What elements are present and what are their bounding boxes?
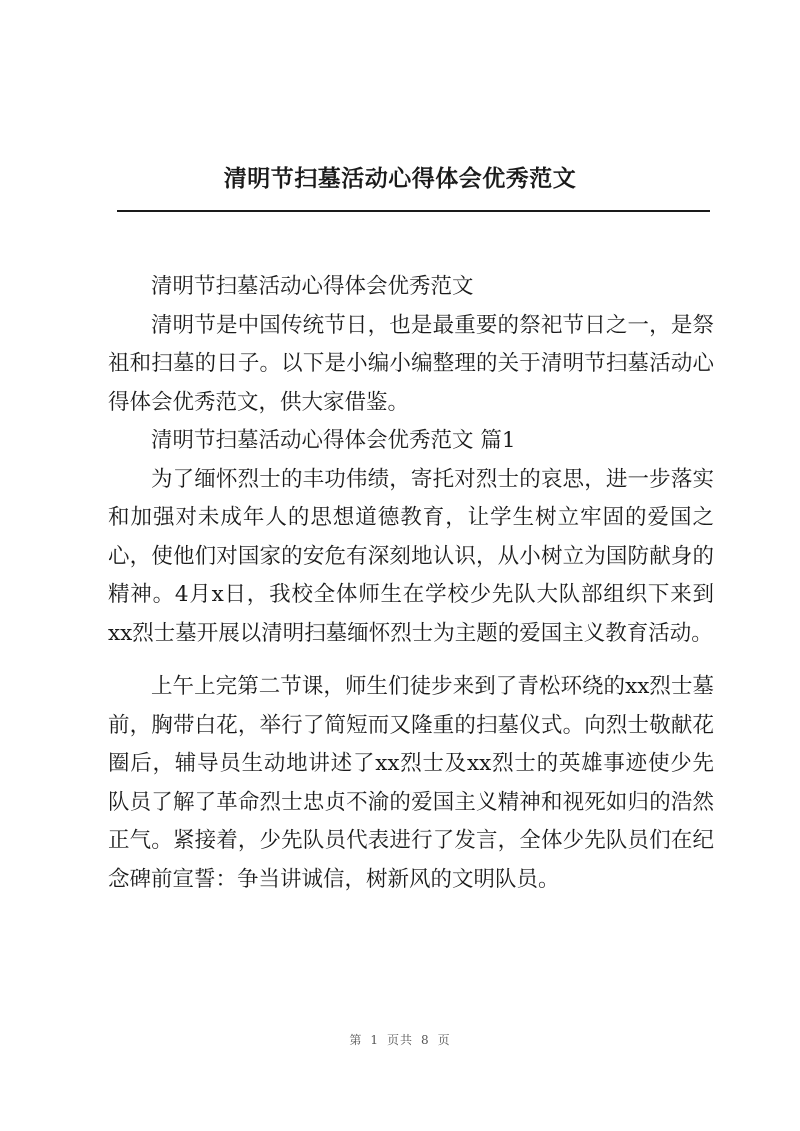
footer-suffix: 页 — [437, 1033, 451, 1047]
page-footer — [0, 1031, 800, 1048]
footer-current-page: 1 — [370, 1033, 379, 1047]
title-divider — [117, 210, 710, 212]
paragraph-section-title: 清明节扫墓活动心得体会优秀范文 篇1 — [151, 428, 516, 453]
paragraph-heading: 清明节扫墓活动心得体会优秀范文 — [151, 274, 474, 299]
paragraph-intro: 清明节是中国传统节日，也是最重要的祭祀节日之一，是祭祖和扫墓的日子。以下是小编小编整理的关于清明节扫墓活动心得体会优秀范文，供大家借鉴。 — [108, 312, 714, 415]
paragraph-body-2: 上午上完第二节课，师生们徒步来到了青松环绕的xx烈士墓前，胸带白花，举行了简短而又隆重的扫墓仪式。向烈士敬献花圈后，辅导员生动地讲述了xx烈士及xx烈士的英雄事迹使少先队员了解了革命烈士忠贞不渝的爱国主义精神和视死如归的浩然正气。紧接着，少先队员代表进行了发言，全体少先队员们在纪念碑前宣誓：争当讲诚信，树新风的文明队员。 — [108, 674, 714, 892]
page-title: 清明节扫墓活动心得体会优秀范文 — [223, 165, 577, 192]
paragraph-body-1: 为了缅怀烈士的丰功伟绩，寄托对烈士的哀思，进一步落实和加强对未成年人的思想道德教育，让学生树立牢固的爱国之心，使他们对国家的安危有深刻地认识，从小树立为国防献身的精神。4月x日，我校全体师生在学校少先队大队部组织下来到xx烈士墓开展以清明扫墓缅怀烈士为主题的爱国主义教育活动。 — [108, 466, 714, 646]
footer-middle: 页共 — [386, 1033, 413, 1047]
footer-total-pages: 8 — [421, 1033, 430, 1047]
footer-prefix: 第 — [349, 1033, 363, 1047]
document-body — [108, 268, 714, 899]
